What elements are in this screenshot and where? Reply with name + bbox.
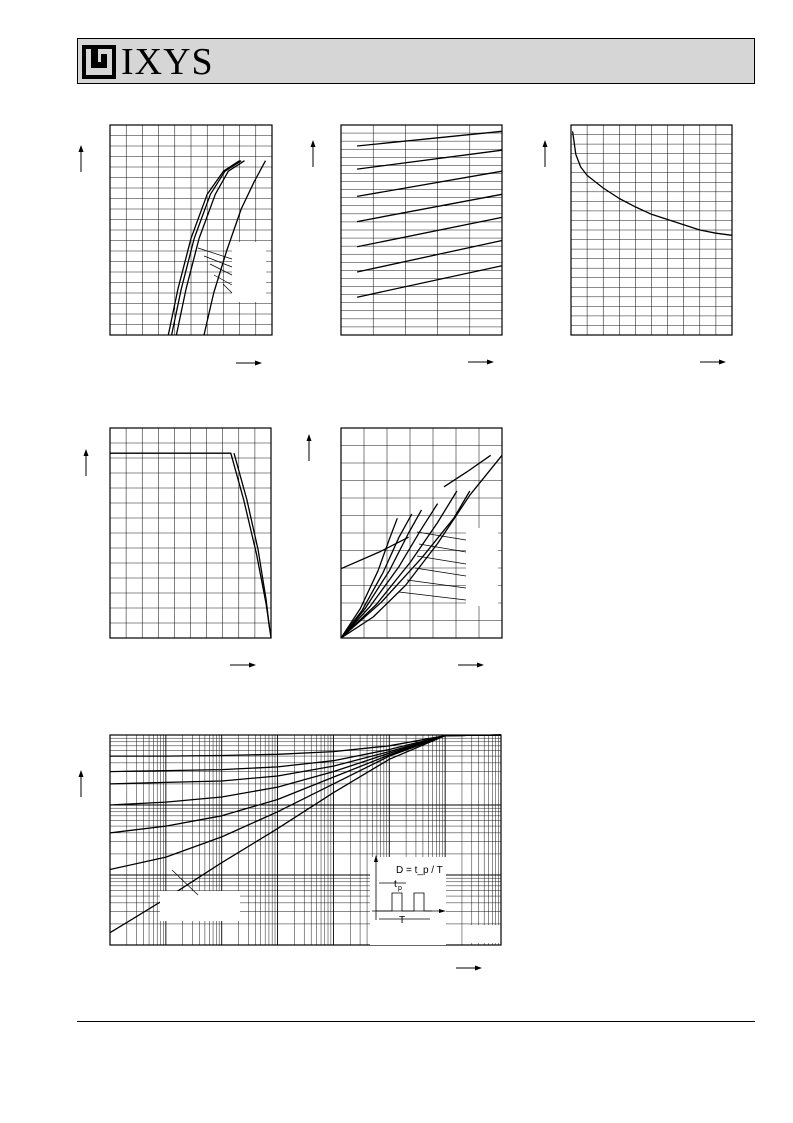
series-line-1 xyxy=(168,161,239,335)
brand-name: IXYS xyxy=(121,41,214,83)
series-line-3 xyxy=(357,171,502,196)
callout-line-4 xyxy=(415,568,466,576)
y-axis-arrowhead xyxy=(79,145,84,152)
page-header xyxy=(77,38,755,84)
chart-3-series xyxy=(573,131,732,235)
label-box xyxy=(160,891,240,921)
duty-cycle-formula: D = t_p / T xyxy=(396,865,443,876)
y-axis-arrowhead xyxy=(84,449,89,456)
callout-line-5 xyxy=(223,284,232,293)
series-line-6 xyxy=(357,241,502,273)
x-axis-arrowhead xyxy=(249,663,256,668)
chart-3-grid xyxy=(571,125,732,335)
chart-2 xyxy=(308,120,508,370)
series-line-2 xyxy=(234,453,269,627)
pulse-width-label: t xyxy=(394,879,397,890)
chart-5 xyxy=(300,424,510,674)
chart-1 xyxy=(76,120,276,370)
y-axis-arrowhead xyxy=(311,140,316,147)
brand-logo xyxy=(82,43,214,81)
series-line-3 xyxy=(341,514,412,638)
x-axis-arrowhead xyxy=(487,360,494,365)
period-label: T xyxy=(399,915,406,926)
series-line-1 xyxy=(357,131,502,146)
series-line-5 xyxy=(110,735,501,784)
footer-rule xyxy=(77,1021,755,1022)
x-axis-arrowhead xyxy=(477,663,484,668)
y-axis-arrowhead xyxy=(307,434,312,441)
corner-label-box xyxy=(465,925,499,943)
ixys-logo-icon xyxy=(82,45,116,79)
callout-line-2 xyxy=(419,544,466,552)
series-line-2 xyxy=(357,150,502,169)
pulse-width-subscript: p xyxy=(398,885,402,892)
x-axis-arrowhead xyxy=(255,361,262,366)
series-line-4 xyxy=(357,194,502,221)
series-line-7 xyxy=(341,491,470,638)
series-line-9 xyxy=(444,455,491,487)
chart-2-grid xyxy=(341,125,502,335)
series-line-1 xyxy=(573,131,732,235)
chart-4-grid xyxy=(110,428,271,638)
chart-3 xyxy=(538,120,738,370)
chart-1-grid xyxy=(110,125,272,335)
x-axis-arrowhead xyxy=(475,966,482,971)
y-axis-arrowhead xyxy=(543,140,548,147)
chart-2-series xyxy=(357,131,502,297)
y-axis-arrowhead xyxy=(79,770,84,777)
chart-4 xyxy=(76,424,276,674)
chart-6-pulse-inset xyxy=(370,855,446,945)
chart-6 xyxy=(76,730,506,980)
x-axis-arrowhead xyxy=(719,360,726,365)
callout-line-5 xyxy=(407,580,466,588)
